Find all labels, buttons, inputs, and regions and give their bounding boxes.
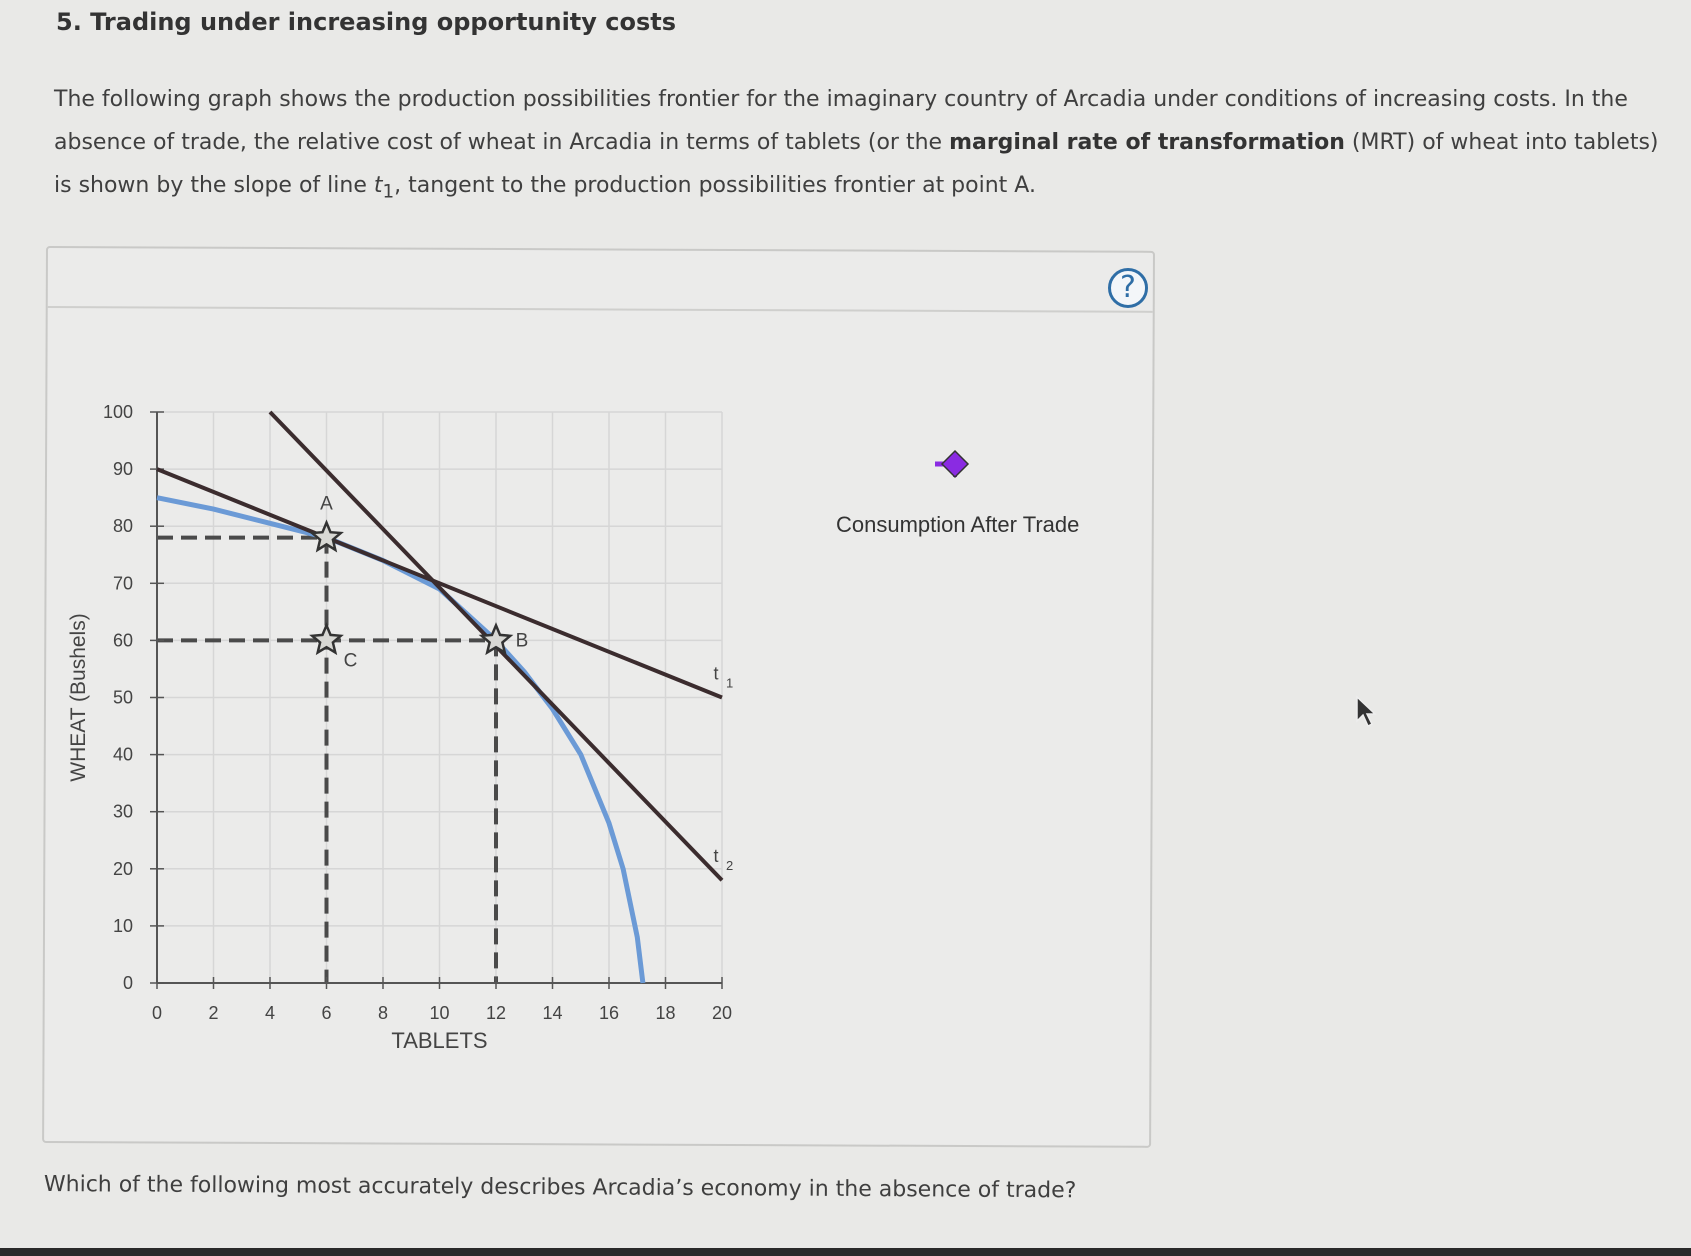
intro-text-3: , tangent to the production possibilities frontier at point A. — [394, 173, 1036, 198]
line-label-t2: t — [713, 846, 719, 867]
consumption-after-trade-label: Consumption After Trade — [836, 512, 1080, 537]
y-tick-label: 20 — [112, 858, 133, 879]
y-axis-title: WHEAT (Bushels) — [67, 613, 90, 782]
point-B-label: B — [515, 630, 529, 652]
legend-diamond-icon — [942, 451, 968, 477]
x-tick-label: 0 — [151, 1003, 163, 1023]
line-subscript-t2: 2 — [726, 858, 734, 874]
point-C-marker — [312, 625, 341, 652]
bottom-question: Which of the following most accurately describes Arcadia’s economy in the absence of trade? — [43, 1172, 1077, 1204]
question-title: 5. Trading under increasing opportunity costs — [56, 8, 677, 36]
intro-line-label: t — [373, 173, 383, 198]
consumption-after-trade-tool[interactable] — [935, 451, 968, 478]
help-button[interactable]: ? — [1108, 268, 1148, 308]
ppf-curve — [157, 498, 643, 983]
x-tick-label: 10 — [429, 1003, 450, 1023]
x-tick-label: 20 — [711, 1003, 733, 1023]
intro-bold-term: marginal rate of transformation — [949, 130, 1345, 155]
y-tick-label: 40 — [112, 744, 133, 765]
x-tick-label: 2 — [208, 1003, 219, 1023]
y-tick-label: 70 — [112, 573, 133, 594]
point-A-label: A — [320, 493, 333, 515]
y-tick-label: 60 — [112, 630, 133, 651]
x-tick-label: 18 — [655, 1003, 676, 1023]
x-tick-label: 4 — [264, 1003, 276, 1023]
bottom-bar — [0, 1248, 1691, 1256]
y-tick-label: 30 — [112, 801, 133, 822]
line-label-t1: t — [713, 663, 719, 684]
intro-text-2: (MRT) of wheat into tablets) is shown by the slope of line — [54, 130, 1659, 198]
point-C-label: C — [343, 650, 358, 672]
y-tick-label: 50 — [112, 687, 133, 708]
mouse-cursor-icon — [1355, 695, 1383, 731]
x-tick-label: 12 — [485, 1003, 507, 1023]
y-tick-label: 80 — [112, 516, 133, 537]
chart-grid — [157, 412, 722, 983]
y-tick-label: 100 — [102, 402, 133, 422]
y-tick-label: 90 — [112, 459, 133, 480]
x-tick-label: 14 — [542, 1003, 563, 1023]
x-tick-label: 6 — [321, 1003, 332, 1023]
intro-text-1: The following graph shows the production possibilities frontier for the imaginary country of Arcadia under conditions of increasing costs. In the absence of trade, the relative cost of wheat in Arcadia in terms of tablets (or the — [54, 87, 1628, 155]
y-tick-label: 10 — [112, 915, 133, 936]
intro-line-subscript: 1 — [382, 181, 395, 203]
line-subscript-t1: 1 — [726, 675, 734, 691]
x-tick-label: 16 — [598, 1003, 620, 1023]
x-axis-title: TABLETS — [391, 1028, 488, 1053]
y-tick-label: 0 — [122, 973, 133, 993]
x-tick-label: 8 — [377, 1003, 389, 1023]
